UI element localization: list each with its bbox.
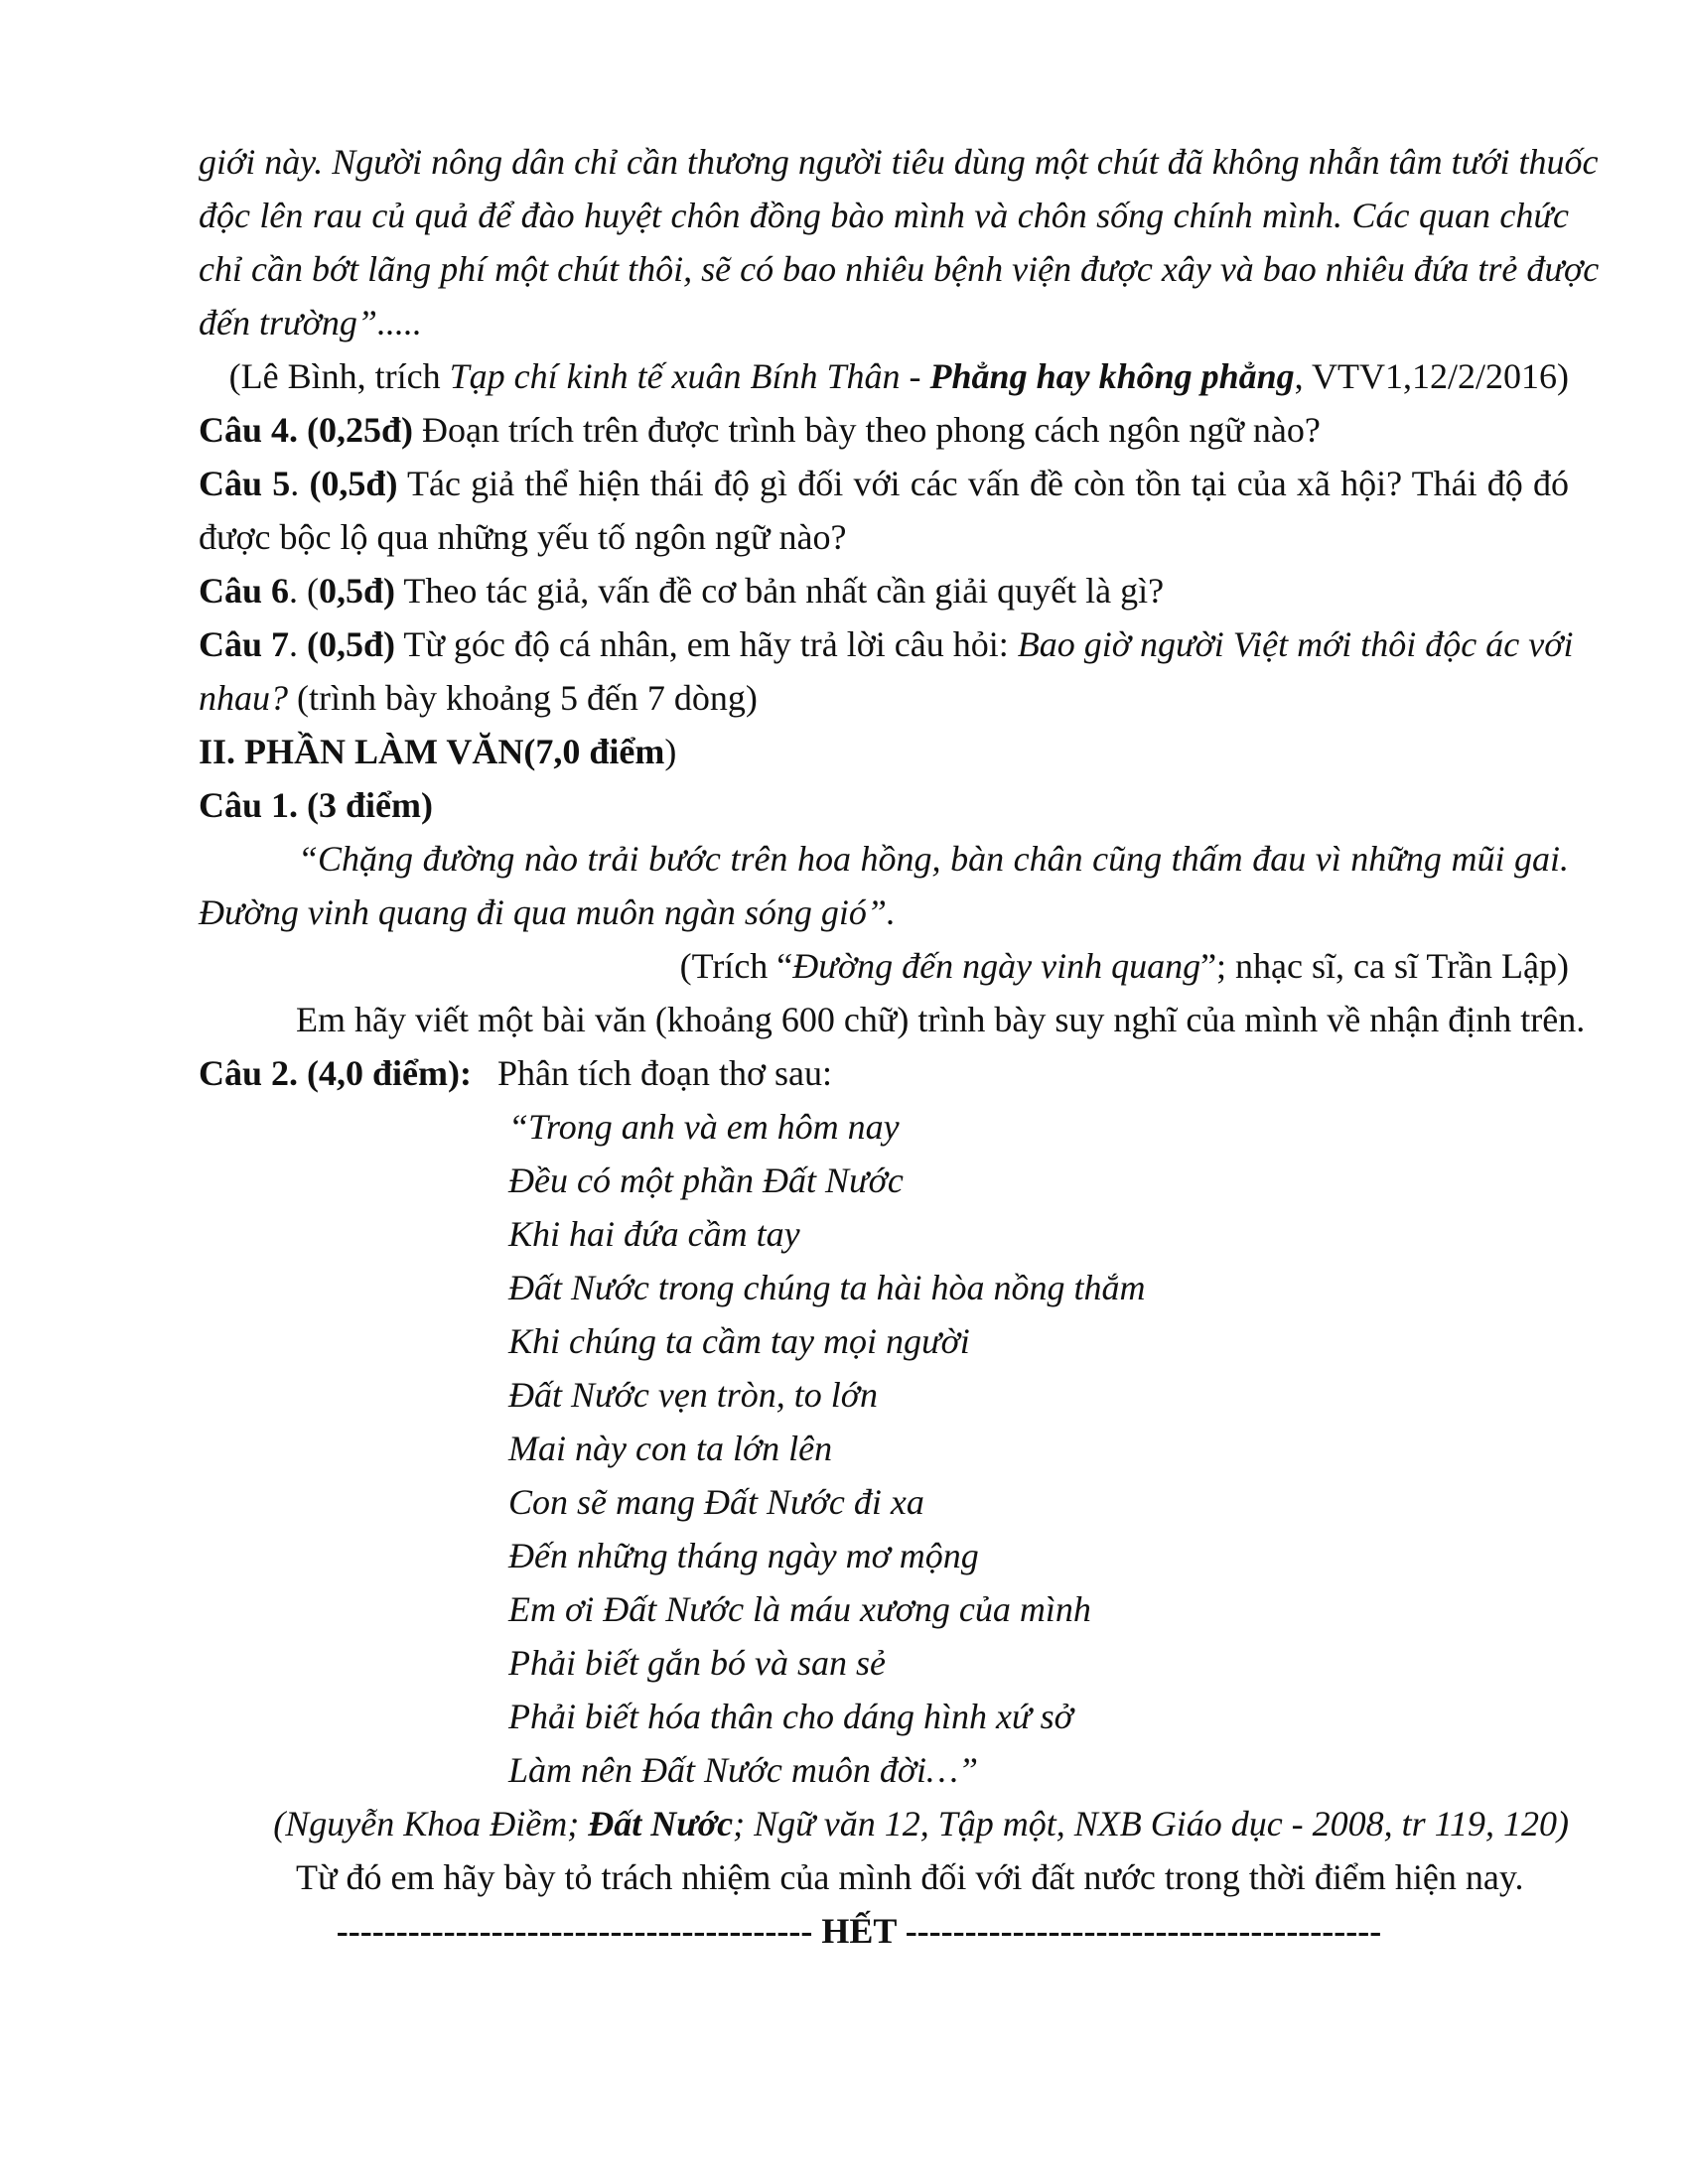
question-5 — [199, 457, 1569, 510]
source-title: Đường đến ngày vinh quang — [792, 946, 1201, 986]
question-italic: nhau? — [199, 678, 288, 718]
source-prefix: (Nguyễn Khoa Điềm; — [273, 1804, 589, 1843]
essay-1-quote: “Chặng đường nào trải bước trên hoa hồng, bàn chân cũng thấm đau vì những mũi gai. — [298, 839, 1569, 879]
question-score: (0,5đ) — [307, 624, 396, 664]
question-sep: . — [290, 464, 310, 503]
passage-line: giới này. Người nông dân chỉ cần thương người tiêu dùng một chút đã không nhẫn tâm tưới thuốc — [199, 142, 1599, 182]
essay-2-label: Câu 2. (4,0 điểm): — [199, 1053, 472, 1093]
poem-line: Đều có một phần Đất Nước — [508, 1160, 904, 1200]
poem-line: Em ơi Đất Nước là máu xương của mình — [508, 1589, 1091, 1629]
poem-line: Khi chúng ta cầm tay mọi người — [508, 1321, 970, 1361]
passage-source — [149, 349, 1569, 403]
essay-1-source — [149, 939, 1569, 993]
source-suffix: ; Ngữ văn 12, Tập một, NXB Giáo dục - 2008, tr 119, 120) — [733, 1804, 1569, 1843]
poem-line: Phải biết hóa thân cho dáng hình xứ sở — [508, 1697, 1073, 1736]
question-sep: . ( — [289, 571, 320, 611]
passage-line: đến trường”..... — [199, 303, 422, 342]
question-5-cont: được bộc lộ qua những yếu tố ngôn ngữ nào? — [199, 517, 847, 557]
poem-line: Đến những tháng ngày mơ mộng — [508, 1536, 979, 1575]
poem-line: “Trong anh và em hôm nay — [508, 1107, 900, 1147]
question-7 — [199, 617, 1574, 671]
source-prefix: (Lê Bình, trích — [228, 356, 450, 396]
end-dashes-left: ---------------------------------------- — [336, 1911, 813, 1951]
question-7-cont — [199, 671, 1569, 725]
essay-2-task: Phân tích đoạn thơ sau: — [496, 1053, 832, 1093]
passage-line: chỉ cần bớt lãng phí một chút thôi, sẽ có bao nhiêu bệnh viện được xây và bao nhiêu đứa trẻ được — [199, 249, 1600, 289]
question-italic: Bao giờ người Việt mới thôi độc ác với — [1017, 624, 1574, 664]
essay-1-label: Câu 1. (3 điểm) — [199, 785, 433, 825]
question-text: (trình bày khoảng 5 đến 7 dòng) — [288, 678, 758, 718]
source-magazine: Tạp chí kinh tế xuân Bính Thân - — [449, 356, 930, 396]
poem-line: Đất Nước trong chúng ta hài hòa nồng thắm — [508, 1268, 1146, 1307]
question-text: Tác giả thể hiện thái độ gì đối với các vấn đề còn tồn tại của xã hội? Thái độ đó — [397, 464, 1570, 503]
question-label: Câu 4. (0,25đ) — [199, 410, 414, 450]
question-text: Theo tác giả, vấn đề cơ bản nhất cần giải quyết là gì? — [395, 571, 1165, 611]
end-label: HẾT — [821, 1911, 897, 1951]
essay-2-final-task: Từ đó em hãy bày tỏ trách nhiệm của mình đối với đất nước trong thời điểm hiện nay. — [296, 1857, 1524, 1897]
source-program: Phẳng hay không phẳng — [929, 356, 1295, 396]
poem-line: Khi hai đứa cầm tay — [508, 1214, 800, 1254]
passage-line: độc lên rau củ quả để đào huyệt chôn đồng bào mình và chôn sống chính mình. Các quan chức — [199, 196, 1569, 235]
end-dashes-right: ---------------------------------------- — [905, 1911, 1382, 1951]
end-marker — [149, 1904, 1569, 1958]
part2-heading-text: II. PHẦN LÀM VĂN(7,0 điểm — [199, 732, 665, 771]
part2-heading-tail: ) — [664, 732, 677, 771]
part2-heading — [199, 725, 1569, 778]
source-suffix: , VTV1,12/2/2016) — [1294, 356, 1569, 396]
question-label: Câu 7 — [199, 624, 290, 664]
poem-line: Phải biết gắn bó và san sẻ — [508, 1643, 886, 1683]
question-label: Câu 5 — [199, 464, 291, 503]
question-score: (0,5đ) — [309, 464, 398, 503]
source-suffix: ”; nhạc sĩ, ca sĩ Trần Lập) — [1200, 946, 1569, 986]
essay-1-task: Em hãy viết một bài văn (khoảng 600 chữ) trình bày suy nghĩ của mình về nhận định trên. — [296, 1000, 1586, 1039]
essay-2-header — [199, 1046, 1569, 1100]
source-title: Đất Nước — [588, 1804, 734, 1843]
poem-line: Đất Nước vẹn tròn, to lớn — [508, 1375, 879, 1415]
question-4 — [199, 403, 1569, 457]
poem-line: Con sẽ mang Đất Nước đi xa — [508, 1482, 924, 1522]
question-6 — [199, 564, 1569, 617]
poem-line: Mai này con ta lớn lên — [508, 1429, 833, 1468]
essay-1-quote-cont: Đường vinh quang đi qua muôn ngàn sóng gió”. — [199, 892, 896, 932]
question-label: Câu 6 — [199, 571, 290, 611]
question-score: 0,5đ) — [319, 571, 396, 611]
question-sep: . — [289, 624, 308, 664]
poem-line: Làm nên Đất Nước muôn đời…” — [508, 1750, 979, 1790]
poem-source — [149, 1797, 1569, 1850]
question-text: Từ góc độ cá nhân, em hãy trả lời câu hỏi: — [395, 624, 1018, 664]
question-text: Đoạn trích trên được trình bày theo phong cách ngôn ngữ nào? — [413, 410, 1321, 450]
source-prefix: (Trích “ — [679, 946, 793, 986]
